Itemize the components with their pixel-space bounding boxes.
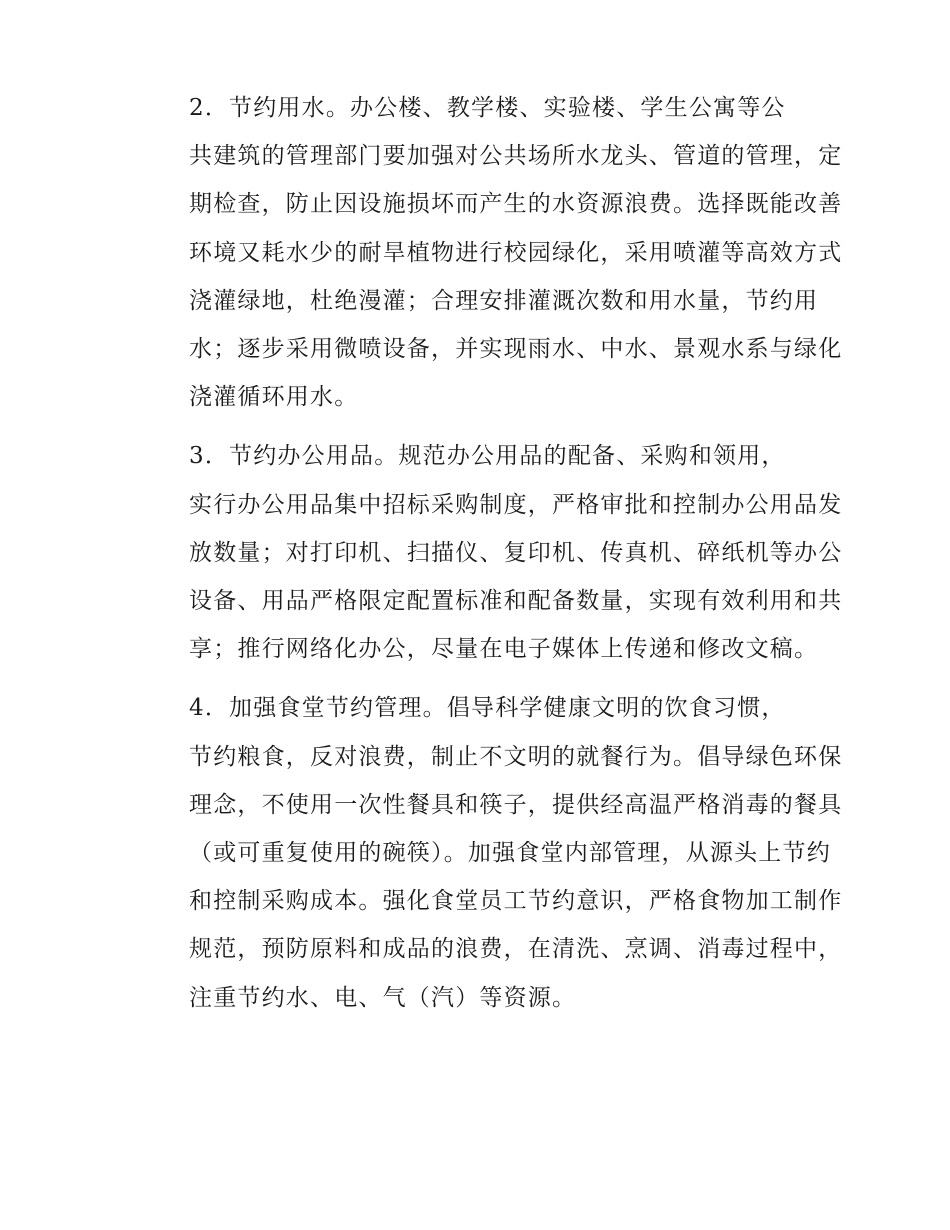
paragraph-canteen-management — [141, 684, 843, 1021]
text-line: 4．加强食堂节约管理。倡导科学健康文明的饮食习惯， — [189, 695, 786, 722]
text-line: 节约粮食，反对浪费，制止不文明的就餐行为。倡导绿色环保 — [189, 743, 843, 770]
text-line: 浇灌循环用水。 — [189, 384, 359, 411]
text-line: 3．节约办公用品。规范办公用品的配备、采购和领用， — [189, 443, 786, 470]
text-line: 注重节约水、电、气（汽）等资源。 — [189, 984, 577, 1011]
text-line: 理念，不使用一次性餐具和筷子，提供经高温严格消毒的餐具 — [189, 791, 843, 818]
text-line: 水；逐步采用微喷设备，并实现雨水、中水、景观水系与绿化 — [189, 336, 843, 363]
document-body — [141, 84, 843, 1033]
paragraph-water-saving — [141, 84, 843, 421]
text-line: 规范，预防原料和成品的浪费，在清洗、烹调、消毒过程中， — [189, 936, 843, 963]
text-line: 2．节约用水。办公楼、教学楼、实验楼、学生公寓等公 — [189, 95, 786, 121]
text-line: 设备、用品严格限定配置标准和配备数量，实现有效利用和共 — [189, 588, 843, 615]
text-line: 环境又耗水少的耐旱植物进行校园绿化，采用喷灌等高效方式 — [189, 239, 843, 266]
paragraph-office-supplies — [141, 432, 843, 673]
text-line: 实行办公用品集中招标采购制度，严格审批和控制办公用品发 — [189, 491, 843, 518]
text-line: 浇灌绿地，杜绝漫灌；合理安排灌溉次数和用水量，节约用 — [189, 287, 819, 314]
text-line: 共建筑的管理部门要加强对公共场所水龙头、管道的管理，定 — [189, 143, 843, 170]
text-line: 放数量；对打印机、扫描仪、复印机、传真机、碎纸机等办公 — [189, 539, 843, 566]
text-line: 享；推行网络化办公，尽量在电子媒体上传递和修改文稿。 — [189, 636, 819, 663]
text-line: 和控制采购成本。强化食堂员工节约意识，严格食物加工制作 — [189, 888, 843, 915]
text-line: 期检查，防止因设施损坏而产生的水资源浪费。选择既能改善 — [189, 191, 843, 218]
text-line: （或可重复使用的碗筷）。加强食堂内部管理，从源头上节约 — [189, 840, 831, 867]
